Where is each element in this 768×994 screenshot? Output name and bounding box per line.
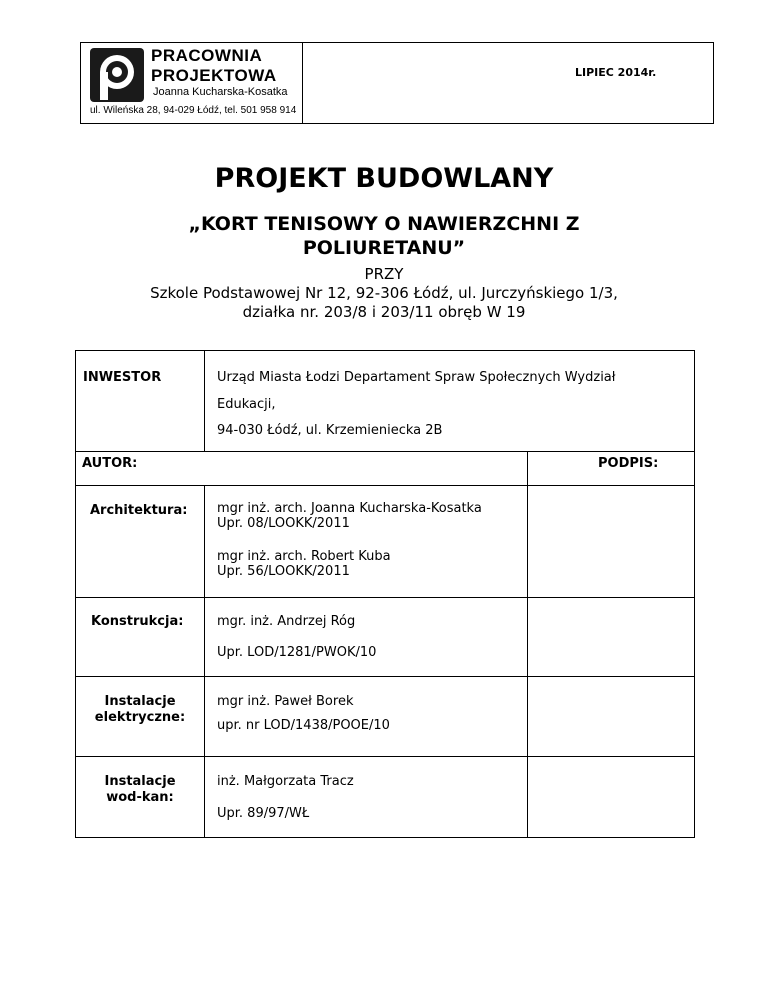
table-col-separator [204, 485, 205, 837]
plumbing-author-license: Upr. 89/97/WŁ [217, 806, 310, 821]
table-row-separator [75, 597, 695, 598]
table-col-separator [527, 451, 528, 837]
signature-header: PODPIS: [598, 456, 659, 471]
table-border-left [75, 350, 76, 838]
author-name: mgr inż. arch. Robert Kuba [217, 549, 391, 564]
section-label-architecture: Architektura: [90, 503, 188, 518]
investor-line2: Edukacji, [217, 397, 276, 412]
project-name-line1: „KORT TENISOWY O NAWIERZCHNI Z [188, 213, 580, 235]
table-row-separator [75, 451, 695, 452]
author-name: mgr inż. arch. Joanna Kucharska-Kosatka [217, 501, 482, 516]
project-location [0, 265, 768, 322]
plumbing-author-name: inż. Małgorzata Tracz [217, 774, 354, 789]
logo-text-line1: PRACOWNIA [151, 46, 263, 65]
section-label-plumbing [76, 774, 204, 806]
architecture-author-2 [217, 549, 391, 579]
przy-label: PRZY [364, 265, 404, 283]
table-border-right [694, 350, 695, 838]
table-row-separator [75, 756, 695, 757]
construction-author-name: mgr. inż. Andrzej Róg [217, 614, 356, 629]
logo-text-line2: PROJEKTOWA [151, 66, 277, 85]
header-divider [302, 42, 303, 124]
table-row-separator [75, 485, 695, 486]
location-line2: działka nr. 203/8 i 203/11 obręb W 19 [242, 303, 526, 321]
table-row-separator [75, 676, 695, 677]
electrical-author-license: upr. nr LOD/1438/POOE/10 [217, 718, 390, 733]
document-title: PROJEKT BUDOWLANY [214, 163, 554, 194]
table-col-separator [204, 350, 205, 451]
section-label-line1: Instalacje [104, 774, 176, 789]
logo-address: ul. Wileńska 28, 94-029 Łódź, tel. 501 958 914 [90, 105, 297, 116]
construction-author-license: Upr. LOD/1281/PWOK/10 [217, 645, 377, 660]
project-name-line2: POLIURETANU” [302, 237, 466, 259]
author-license: Upr. 08/LOOKK/2011 [217, 516, 350, 531]
section-label-line2: wod-kan: [106, 790, 174, 805]
architecture-author-1 [217, 501, 482, 531]
company-logo-icon [90, 48, 144, 102]
electrical-author-name: mgr inż. Paweł Borek [217, 694, 354, 709]
section-label-line1: Instalacje [104, 694, 176, 709]
investor-line1: Urząd Miasta Łodzi Departament Spraw Społecznych Wydział [217, 370, 616, 385]
section-label-line2: elektryczne: [94, 710, 186, 725]
location-line1: Szkole Podstawowej Nr 12, 92-306 Łódź, ul. Jurczyńskiego 1/3, [150, 284, 618, 302]
logo-owner-name: Joanna Kucharska-Kosatka [153, 86, 288, 98]
investor-label: INWESTOR [83, 370, 162, 385]
table-border-bottom [75, 837, 695, 838]
document-date: LIPIEC 2014r. [575, 66, 657, 79]
section-label-electrical [76, 694, 204, 726]
section-label-construction: Konstrukcja: [91, 614, 184, 629]
table-border-top [75, 350, 695, 351]
project-name [0, 212, 768, 260]
investor-line3: 94-030 Łódź, ul. Krzemieniecka 2B [217, 423, 443, 438]
author-license: Upr. 56/LOOKK/2011 [217, 564, 350, 579]
author-header: AUTOR: [82, 456, 138, 471]
